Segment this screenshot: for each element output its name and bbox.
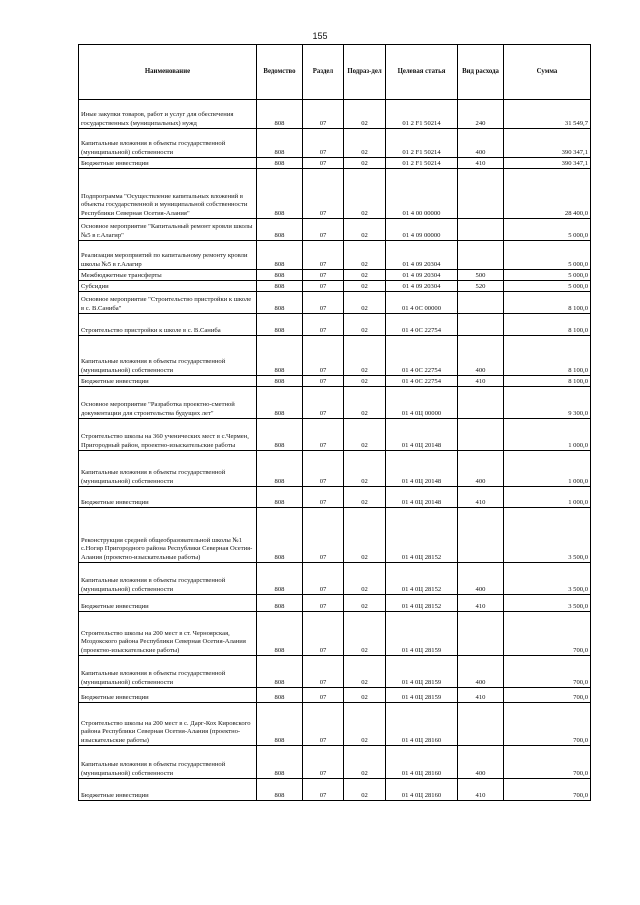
cell-name: Бюджетные инвестиции (79, 595, 257, 612)
table-row (79, 270, 591, 281)
cell-expense-type: 410 (458, 487, 504, 508)
cell-name: Строительство школы на 200 мест в ст. Черноярская, Моздокского района Республики Северная Осетия-Алания (проектно-изыскательские работы) (79, 612, 257, 656)
cell-expense-type: 410 (458, 688, 504, 703)
cell-podrazdel: 02 (344, 387, 386, 419)
cell-sum: 1 000,0 (504, 487, 591, 508)
cell-vedomstvo: 808 (257, 336, 303, 376)
cell-sum: 28 400,0 (504, 169, 591, 219)
cell-sum: 9 300,0 (504, 387, 591, 419)
cell-name: Бюджетные инвестиции (79, 688, 257, 703)
cell-razdel: 07 (303, 746, 344, 779)
table-row (79, 281, 591, 292)
cell-name: Бюджетные инвестиции (79, 487, 257, 508)
table-row (79, 219, 591, 241)
cell-razdel: 07 (303, 487, 344, 508)
cell-expense-type (458, 169, 504, 219)
cell-sum: 700,0 (504, 656, 591, 688)
cell-article: 01 4 09 20304 (386, 281, 458, 292)
table-row (79, 656, 591, 688)
cell-sum: 3 500,0 (504, 563, 591, 595)
cell-podrazdel: 02 (344, 270, 386, 281)
cell-article: 01 2 F1 50214 (386, 100, 458, 129)
cell-podrazdel: 02 (344, 746, 386, 779)
cell-podrazdel: 02 (344, 169, 386, 219)
cell-vedomstvo: 808 (257, 158, 303, 169)
cell-razdel: 07 (303, 219, 344, 241)
cell-article: 01 4 0Ц 28159 (386, 612, 458, 656)
cell-sum: 8 100,0 (504, 292, 591, 314)
cell-podrazdel: 02 (344, 612, 386, 656)
cell-podrazdel: 02 (344, 281, 386, 292)
cell-podrazdel: 02 (344, 451, 386, 487)
table-row (79, 158, 591, 169)
cell-name: Подпрограмма "Осуществление капитальных вложений в объекты государственной и муниципальной собственности Республики Северная Осетия-Алания" (79, 169, 257, 219)
cell-podrazdel: 02 (344, 219, 386, 241)
cell-sum: 5 000,0 (504, 241, 591, 270)
cell-name: Капитальные вложения в объекты государственной (муниципальной) собственности (79, 451, 257, 487)
cell-name: Строительство школы на 360 ученических мест в с.Чермен, Пригородный район, проектно-изыскательские работы (79, 419, 257, 451)
cell-expense-type (458, 508, 504, 563)
cell-expense-type (458, 219, 504, 241)
header-article: Целевая статья (386, 45, 458, 100)
cell-razdel: 07 (303, 612, 344, 656)
cell-article: 01 4 0Ц 28152 (386, 595, 458, 612)
cell-razdel: 07 (303, 688, 344, 703)
cell-expense-type: 400 (458, 129, 504, 158)
cell-razdel: 07 (303, 595, 344, 612)
cell-name: Межбюджетные трансферты (79, 270, 257, 281)
table-row (79, 100, 591, 129)
header-vedomstvo: Ведомство (257, 45, 303, 100)
cell-article: 01 4 0Ц 28159 (386, 688, 458, 703)
cell-sum: 8 100,0 (504, 376, 591, 387)
cell-vedomstvo: 808 (257, 219, 303, 241)
cell-expense-type: 500 (458, 270, 504, 281)
cell-article: 01 4 0Ц 20148 (386, 487, 458, 508)
cell-article: 01 4 0С 22754 (386, 376, 458, 387)
cell-sum: 1 000,0 (504, 419, 591, 451)
cell-razdel: 07 (303, 563, 344, 595)
cell-razdel: 07 (303, 451, 344, 487)
cell-razdel: 07 (303, 129, 344, 158)
cell-vedomstvo: 808 (257, 595, 303, 612)
cell-vedomstvo: 808 (257, 270, 303, 281)
cell-article: 01 4 0Ц 28152 (386, 508, 458, 563)
cell-razdel: 07 (303, 314, 344, 336)
cell-expense-type: 410 (458, 158, 504, 169)
cell-name: Иные закупки товаров, работ и услуг для обеспечения государственных (муниципальных) нужд (79, 100, 257, 129)
cell-name: Строительство школы на 200 мест в с. Дарг-Кох Кировского района Республики Северная Осетия-Алания (проектно-изыскательские работы) (79, 703, 257, 746)
cell-name: Бюджетные инвестиции (79, 779, 257, 801)
cell-razdel: 07 (303, 158, 344, 169)
cell-sum: 1 000,0 (504, 451, 591, 487)
cell-podrazdel: 02 (344, 563, 386, 595)
table-row (79, 451, 591, 487)
cell-sum: 390 347,1 (504, 129, 591, 158)
cell-sum: 31 549,7 (504, 100, 591, 129)
table-row (79, 387, 591, 419)
cell-article: 01 4 0Ц 28159 (386, 656, 458, 688)
cell-sum: 5 000,0 (504, 219, 591, 241)
cell-razdel: 07 (303, 169, 344, 219)
cell-razdel: 07 (303, 241, 344, 270)
cell-podrazdel: 02 (344, 336, 386, 376)
cell-podrazdel: 02 (344, 595, 386, 612)
cell-name: Реконструкция средней общеобразовательной школы №1 с.Ногир Пригородного района Республики Северная Осетия-Алания (проектно-изыскательные работы) (79, 508, 257, 563)
cell-name: Реализация мероприятий по капитальному ремонту кровли школы №5 в г.Алагир (79, 241, 257, 270)
cell-podrazdel: 02 (344, 703, 386, 746)
cell-expense-type (458, 314, 504, 336)
cell-sum: 8 100,0 (504, 336, 591, 376)
cell-razdel: 07 (303, 508, 344, 563)
table-row (79, 336, 591, 376)
cell-razdel: 07 (303, 376, 344, 387)
cell-article: 01 4 09 00000 (386, 219, 458, 241)
cell-name: Строительство пристройки к школе в с. В.Саниба (79, 314, 257, 336)
table-row (79, 703, 591, 746)
cell-expense-type (458, 387, 504, 419)
header-razdel: Раздел (303, 45, 344, 100)
cell-razdel: 07 (303, 656, 344, 688)
cell-razdel: 07 (303, 419, 344, 451)
cell-razdel: 07 (303, 336, 344, 376)
cell-sum: 5 000,0 (504, 270, 591, 281)
cell-podrazdel: 02 (344, 487, 386, 508)
cell-vedomstvo: 808 (257, 292, 303, 314)
header-expense-type: Вид расхода (458, 45, 504, 100)
cell-name: Основное мероприятие "Капитальный ремонт кровли школы №5 в г.Алагир" (79, 219, 257, 241)
cell-article: 01 2 F1 50214 (386, 158, 458, 169)
cell-sum: 700,0 (504, 779, 591, 801)
page-number: 155 (312, 31, 328, 41)
cell-article: 01 4 0Ц 28152 (386, 563, 458, 595)
cell-podrazdel: 02 (344, 656, 386, 688)
cell-name: Бюджетные инвестиции (79, 158, 257, 169)
cell-sum: 5 000,0 (504, 281, 591, 292)
cell-expense-type: 400 (458, 746, 504, 779)
cell-vedomstvo: 808 (257, 387, 303, 419)
cell-vedomstvo: 808 (257, 314, 303, 336)
cell-vedomstvo: 808 (257, 419, 303, 451)
cell-podrazdel: 02 (344, 419, 386, 451)
cell-name: Капитальные вложения в объекты государственной (муниципальной) собственности (79, 563, 257, 595)
cell-vedomstvo: 808 (257, 487, 303, 508)
cell-name: Основное мероприятие "Разработка проектно-сметной документации для строительства будущих лет" (79, 387, 257, 419)
table-row (79, 779, 591, 801)
cell-sum: 390 347,1 (504, 158, 591, 169)
cell-article: 01 4 0С 22754 (386, 336, 458, 376)
table-body (79, 100, 591, 801)
cell-vedomstvo: 808 (257, 100, 303, 129)
cell-expense-type: 520 (458, 281, 504, 292)
cell-name: Капитальные вложения в объекты государственной (муниципальной) собственности (79, 656, 257, 688)
table-header-row (79, 45, 591, 100)
cell-name: Бюджетные инвестиции (79, 376, 257, 387)
cell-podrazdel: 02 (344, 508, 386, 563)
cell-vedomstvo: 808 (257, 508, 303, 563)
cell-sum: 700,0 (504, 746, 591, 779)
cell-article: 01 2 F1 50214 (386, 129, 458, 158)
cell-vedomstvo: 808 (257, 376, 303, 387)
cell-razdel: 07 (303, 292, 344, 314)
cell-vedomstvo: 808 (257, 129, 303, 158)
cell-name: Капитальные вложения в объекты государственной (муниципальной) собственности (79, 336, 257, 376)
cell-article: 01 4 0Ц 28160 (386, 703, 458, 746)
table-row (79, 563, 591, 595)
cell-podrazdel: 02 (344, 129, 386, 158)
cell-name: Капитальные вложения в объекты государственной (муниципальной) собственности (79, 746, 257, 779)
table-row (79, 169, 591, 219)
table-row (79, 508, 591, 563)
cell-name: Субсидии (79, 281, 257, 292)
cell-article: 01 4 09 20304 (386, 241, 458, 270)
cell-expense-type (458, 612, 504, 656)
cell-expense-type: 400 (458, 563, 504, 595)
table-row (79, 487, 591, 508)
cell-sum: 700,0 (504, 703, 591, 746)
cell-article: 01 4 0С 22754 (386, 314, 458, 336)
cell-podrazdel: 02 (344, 779, 386, 801)
cell-sum: 700,0 (504, 688, 591, 703)
cell-podrazdel: 02 (344, 100, 386, 129)
cell-name: Основное мероприятие "Строительство пристройки к школе в с. В.Саниба" (79, 292, 257, 314)
cell-razdel: 07 (303, 281, 344, 292)
cell-razdel: 07 (303, 387, 344, 419)
cell-article: 01 4 0Ц 00000 (386, 387, 458, 419)
table-row (79, 419, 591, 451)
cell-sum: 3 500,0 (504, 508, 591, 563)
table-row (79, 292, 591, 314)
cell-expense-type: 400 (458, 451, 504, 487)
cell-article: 01 4 0Ц 28160 (386, 746, 458, 779)
header-podrazdel: Подраз-дел (344, 45, 386, 100)
header-sum: Сумма (504, 45, 591, 100)
cell-expense-type: 410 (458, 779, 504, 801)
cell-article: 01 4 0С 00000 (386, 292, 458, 314)
table-row (79, 612, 591, 656)
cell-podrazdel: 02 (344, 376, 386, 387)
header-name: Наименование (79, 45, 257, 100)
cell-expense-type: 240 (458, 100, 504, 129)
cell-podrazdel: 02 (344, 314, 386, 336)
budget-table (78, 44, 591, 801)
cell-podrazdel: 02 (344, 688, 386, 703)
cell-expense-type: 400 (458, 336, 504, 376)
cell-vedomstvo: 808 (257, 451, 303, 487)
cell-sum: 700,0 (504, 612, 591, 656)
table-row (79, 595, 591, 612)
cell-vedomstvo: 808 (257, 703, 303, 746)
table-row (79, 129, 591, 158)
cell-article: 01 4 0Ц 28160 (386, 779, 458, 801)
cell-razdel: 07 (303, 270, 344, 281)
cell-razdel: 07 (303, 779, 344, 801)
cell-vedomstvo: 808 (257, 563, 303, 595)
cell-vedomstvo: 808 (257, 612, 303, 656)
cell-vedomstvo: 808 (257, 169, 303, 219)
cell-podrazdel: 02 (344, 158, 386, 169)
table-row (79, 688, 591, 703)
cell-expense-type: 410 (458, 376, 504, 387)
cell-name: Капитальные вложения в объекты государственной (муниципальной) собственности (79, 129, 257, 158)
cell-razdel: 07 (303, 100, 344, 129)
table-row (79, 376, 591, 387)
cell-expense-type (458, 241, 504, 270)
cell-vedomstvo: 808 (257, 746, 303, 779)
cell-article: 01 4 0Ц 20148 (386, 451, 458, 487)
cell-vedomstvo: 808 (257, 656, 303, 688)
cell-podrazdel: 02 (344, 241, 386, 270)
cell-vedomstvo: 808 (257, 241, 303, 270)
cell-expense-type (458, 703, 504, 746)
cell-vedomstvo: 808 (257, 281, 303, 292)
cell-article: 01 4 09 20304 (386, 270, 458, 281)
table-row (79, 314, 591, 336)
cell-sum: 3 500,0 (504, 595, 591, 612)
cell-vedomstvo: 808 (257, 688, 303, 703)
cell-article: 01 4 00 00000 (386, 169, 458, 219)
cell-expense-type: 410 (458, 595, 504, 612)
cell-article: 01 4 0Ц 20148 (386, 419, 458, 451)
cell-podrazdel: 02 (344, 292, 386, 314)
cell-vedomstvo: 808 (257, 779, 303, 801)
cell-expense-type: 400 (458, 656, 504, 688)
table-row (79, 241, 591, 270)
cell-sum: 8 100,0 (504, 314, 591, 336)
cell-expense-type (458, 419, 504, 451)
table-row (79, 746, 591, 779)
cell-expense-type (458, 292, 504, 314)
cell-razdel: 07 (303, 703, 344, 746)
